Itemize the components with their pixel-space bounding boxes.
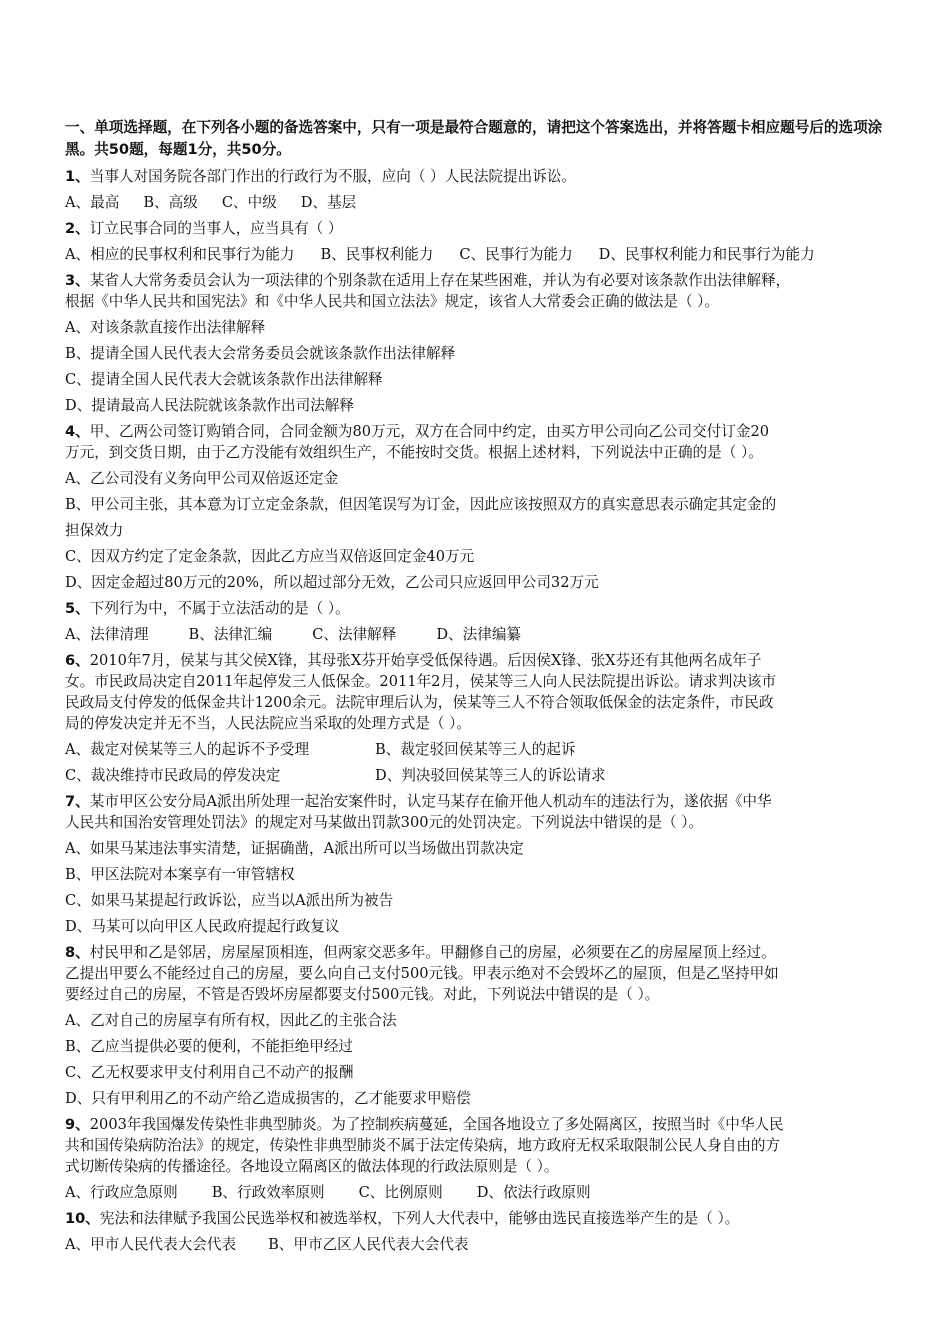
question-text: 局的停发决定并无不当，人民法院应当采取的处理方式是（ ）。	[65, 715, 471, 732]
option-line[interactable]: 担保效力	[65, 522, 124, 539]
question-number: 4、	[65, 423, 90, 440]
option-row	[65, 1234, 890, 1255]
question-text: 某市甲区公安分局A派出所处理一起治安案件时，认定马某存在偷开他人机动车的违法行为，遂依据《中华	[89, 793, 772, 810]
option-line[interactable]: A、乙公司没有义务向甲公司双倍返还定金	[65, 470, 339, 487]
option-row	[65, 192, 890, 213]
question-text: 万元，到交货日期，由于乙方没能有效组织生产，不能按时交货。根据上述材料，下列说法中正确的是（ ）。	[65, 444, 763, 461]
option-b[interactable]: B、行政效率原则	[211, 1184, 325, 1201]
question-text: 2010年7月，侯某与其父侯X锋，其母张X芬开始享受低保待遇。后因侯X锋、张X芬还有其他两名成年子	[89, 652, 762, 669]
question-text: 式切断传染病的传播途径。各地设立隔离区的做法体现的行政法原则是（ ）。	[65, 1158, 559, 1175]
option-line[interactable]: B、甲公司主张，其本意为订立定金条款，但因笔误写为订金，因此应该按照双方的真实意思表示确定其定金的	[65, 496, 777, 513]
option-d[interactable]: D、依法行政原则	[476, 1184, 591, 1201]
question-3	[65, 270, 890, 416]
question-1	[65, 166, 890, 213]
question-number: 1、	[65, 168, 90, 185]
option-c[interactable]: C、比例原则	[358, 1184, 443, 1201]
question-stem-line	[65, 270, 890, 291]
question-text: 共和国传染病防治法》的规定，传染性非典型肺炎不属于法定传染病，地方政府无权采取限制公民人身自由的方	[65, 1137, 781, 1154]
question-text: 订立民事合同的当事人，应当具有（ ）	[89, 220, 343, 237]
option-line[interactable]: B、甲区法院对本案享有一审管辖权	[65, 866, 295, 883]
question-number: 2、	[65, 220, 90, 237]
question-4	[65, 421, 890, 593]
question-10	[65, 1208, 890, 1255]
question-number: 10、	[65, 1210, 100, 1227]
question-9	[65, 1114, 890, 1203]
question-5	[65, 598, 890, 645]
question-2	[65, 218, 890, 265]
option-line[interactable]: C、如果马某提起行政诉讼，应当以A派出所为被告	[65, 892, 394, 909]
option-a[interactable]: A、裁定对侯某等三人的起诉不予受理	[65, 741, 310, 758]
question-text: 下列行为中，不属于立法活动的是（ ）。	[89, 600, 350, 617]
question-text: 宪法和法律赋予我国公民选举权和被选举权，下列人大代表中，能够由选民直接选举产生的是（ ）。	[99, 1210, 740, 1227]
option-line[interactable]: A、如果马某违法事实清楚，证据确凿，A派出所可以当场做出罚款决定	[65, 840, 524, 857]
option-row	[65, 244, 890, 265]
question-text: 根据《中华人民共和国宪法》和《中华人民共和国立法法》规定，该省人大常委会正确的做法是（ ）。	[65, 293, 720, 310]
question-stem-line	[65, 791, 890, 812]
option-row	[65, 624, 890, 645]
question-stem-line	[65, 692, 890, 713]
option-line[interactable]: D、提请最高人民法院就该条款作出司法解释	[65, 397, 354, 414]
question-number: 9、	[65, 1116, 90, 1133]
question-stem-line	[65, 421, 890, 442]
option-c[interactable]: C、裁决维持市民政局的停发决定	[65, 767, 281, 784]
question-stem-line	[65, 1135, 890, 1156]
question-text: 乙提出甲要么不能经过自己的房屋，要么向自己支付500元钱。甲表示绝对不会毁坏乙的屋顶，但是乙坚持甲如	[65, 965, 779, 982]
question-text: 甲、乙两公司签订购销合同，合同金额为80万元，双方在合同中约定，由买方甲公司向乙公司交付订金20	[89, 423, 770, 440]
option-c[interactable]: C、民事行为能力	[459, 246, 573, 263]
option-b[interactable]: B、裁定驳回侯某等三人的起诉	[375, 741, 576, 758]
question-8	[65, 942, 890, 1109]
option-d[interactable]: D、民事权利能力和民事行为能力	[598, 246, 815, 263]
option-line[interactable]: A、对该条款直接作出法律解释	[65, 319, 266, 336]
option-row	[65, 1182, 890, 1203]
question-stem-line	[65, 1156, 890, 1177]
question-number: 3、	[65, 272, 90, 289]
question-number: 6、	[65, 652, 90, 669]
question-stem-line	[65, 598, 890, 619]
option-b[interactable]: B、高级	[143, 194, 198, 211]
question-number: 7、	[65, 793, 90, 810]
option-line[interactable]: D、只有甲利用乙的不动产给乙造成损害的，乙才能要求甲赔偿	[65, 1090, 471, 1107]
question-text: 人民共和国治安管理处罚法》的规定对马某做出罚款300元的处罚决定。下列说法中错误的是（ ）。	[65, 814, 704, 831]
option-line[interactable]: A、乙对自己的房屋享有所有权，因此乙的主张合法	[65, 1012, 397, 1029]
option-line[interactable]: B、提请全国人民代表大会常务委员会就该条款作出法律解释	[65, 345, 456, 362]
option-line[interactable]: C、乙无权要求甲支付利用自己不动产的报酬	[65, 1064, 354, 1081]
question-stem-line	[65, 812, 890, 833]
option-a[interactable]: A、行政应急原则	[65, 1184, 178, 1201]
option-d[interactable]: D、判决驳回侯某等三人的诉讼请求	[375, 767, 606, 784]
question-text: 2003年我国爆发传染性非典型肺炎。为了控制疾病蔓延，全国各地设立了多处隔离区，按照当时《中华人民	[89, 1116, 784, 1133]
option-c[interactable]: C、中级	[221, 194, 277, 211]
option-line[interactable]: D、因定金超过80万元的20%，所以超过部分无效，乙公司只应返回甲公司32万元	[65, 574, 599, 591]
question-stem-line	[65, 218, 890, 239]
option-d[interactable]: D、基层	[300, 194, 357, 211]
option-a[interactable]: A、最高	[65, 194, 120, 211]
question-text: 女。市民政局决定自2011年起停发三人低保金。2011年2月，侯某等三人向人民法院提出诉讼。请求判决该市	[65, 673, 777, 690]
question-text: 某省人大常务委员会认为一项法律的个别条款在适用上存在某些困难，并认为有必要对该条款作出法律解释，	[89, 272, 791, 289]
question-stem-line	[65, 1114, 890, 1135]
option-pair-row	[65, 765, 890, 786]
option-line[interactable]: B、乙应当提供必要的便利，不能拒绝甲经过	[65, 1038, 354, 1055]
question-number: 8、	[65, 944, 90, 961]
option-b[interactable]: B、民事权利能力	[320, 246, 434, 263]
option-line[interactable]: C、因双方约定了定金条款，因此乙方应当双倍返回定金40万元	[65, 548, 475, 565]
question-stem-line	[65, 713, 890, 734]
option-a[interactable]: A、甲市人民代表大会代表	[65, 1236, 237, 1253]
section-heading: 一、单项选择题，在下列各小题的备选答案中，只有一项是最符合题意的，请把这个答案选出，并将答题卡相应题号后的选项涂黑。共50题，每题1分，共50分。	[65, 119, 883, 158]
option-pair-row	[65, 739, 890, 760]
question-text: 村民甲和乙是邻居，房屋屋顶相连，但两家交恶多年。甲翻修自己的房屋，必须要在乙的房屋屋顶上经过。	[89, 944, 776, 961]
option-b[interactable]: B、法律汇编	[188, 626, 273, 643]
exam-page	[65, 117, 890, 1255]
question-6	[65, 650, 890, 786]
question-text: 当事人对国务院各部门作出的行政行为不服，应向（ ）人民法院提出诉讼。	[89, 168, 576, 185]
question-stem-line	[65, 1208, 890, 1229]
question-stem-line	[65, 442, 890, 463]
option-a[interactable]: A、相应的民事权利和民事行为能力	[65, 246, 295, 263]
question-stem-line	[65, 291, 890, 312]
option-line[interactable]: C、提请全国人民代表大会就该条款作出法律解释	[65, 371, 383, 388]
option-line[interactable]: D、马某可以向甲区人民政府提起行政复议	[65, 918, 340, 935]
option-a[interactable]: A、法律清理	[65, 626, 149, 643]
option-b[interactable]: B、甲市乙区人民代表大会代表	[268, 1236, 469, 1253]
option-d[interactable]: D、法律编纂	[436, 626, 522, 643]
question-stem-line	[65, 671, 890, 692]
question-number: 5、	[65, 600, 90, 617]
question-stem-line	[65, 963, 890, 984]
question-text: 民政局支付停发的低保金共计1200余元。法院审理后认为，侯某等三人不符合领取低保金的法定条件，市民政	[65, 694, 774, 711]
question-text: 要经过自己的房屋，不管是否毁坏房屋都要支付500元钱。对此，下列说法中错误的是（ ）。	[65, 986, 660, 1003]
question-stem-line	[65, 650, 890, 671]
question-list	[65, 166, 890, 1255]
question-7	[65, 791, 890, 937]
option-c[interactable]: C、法律解释	[312, 626, 397, 643]
question-stem-line	[65, 166, 890, 187]
question-stem-line	[65, 984, 890, 1005]
question-stem-line	[65, 942, 890, 963]
